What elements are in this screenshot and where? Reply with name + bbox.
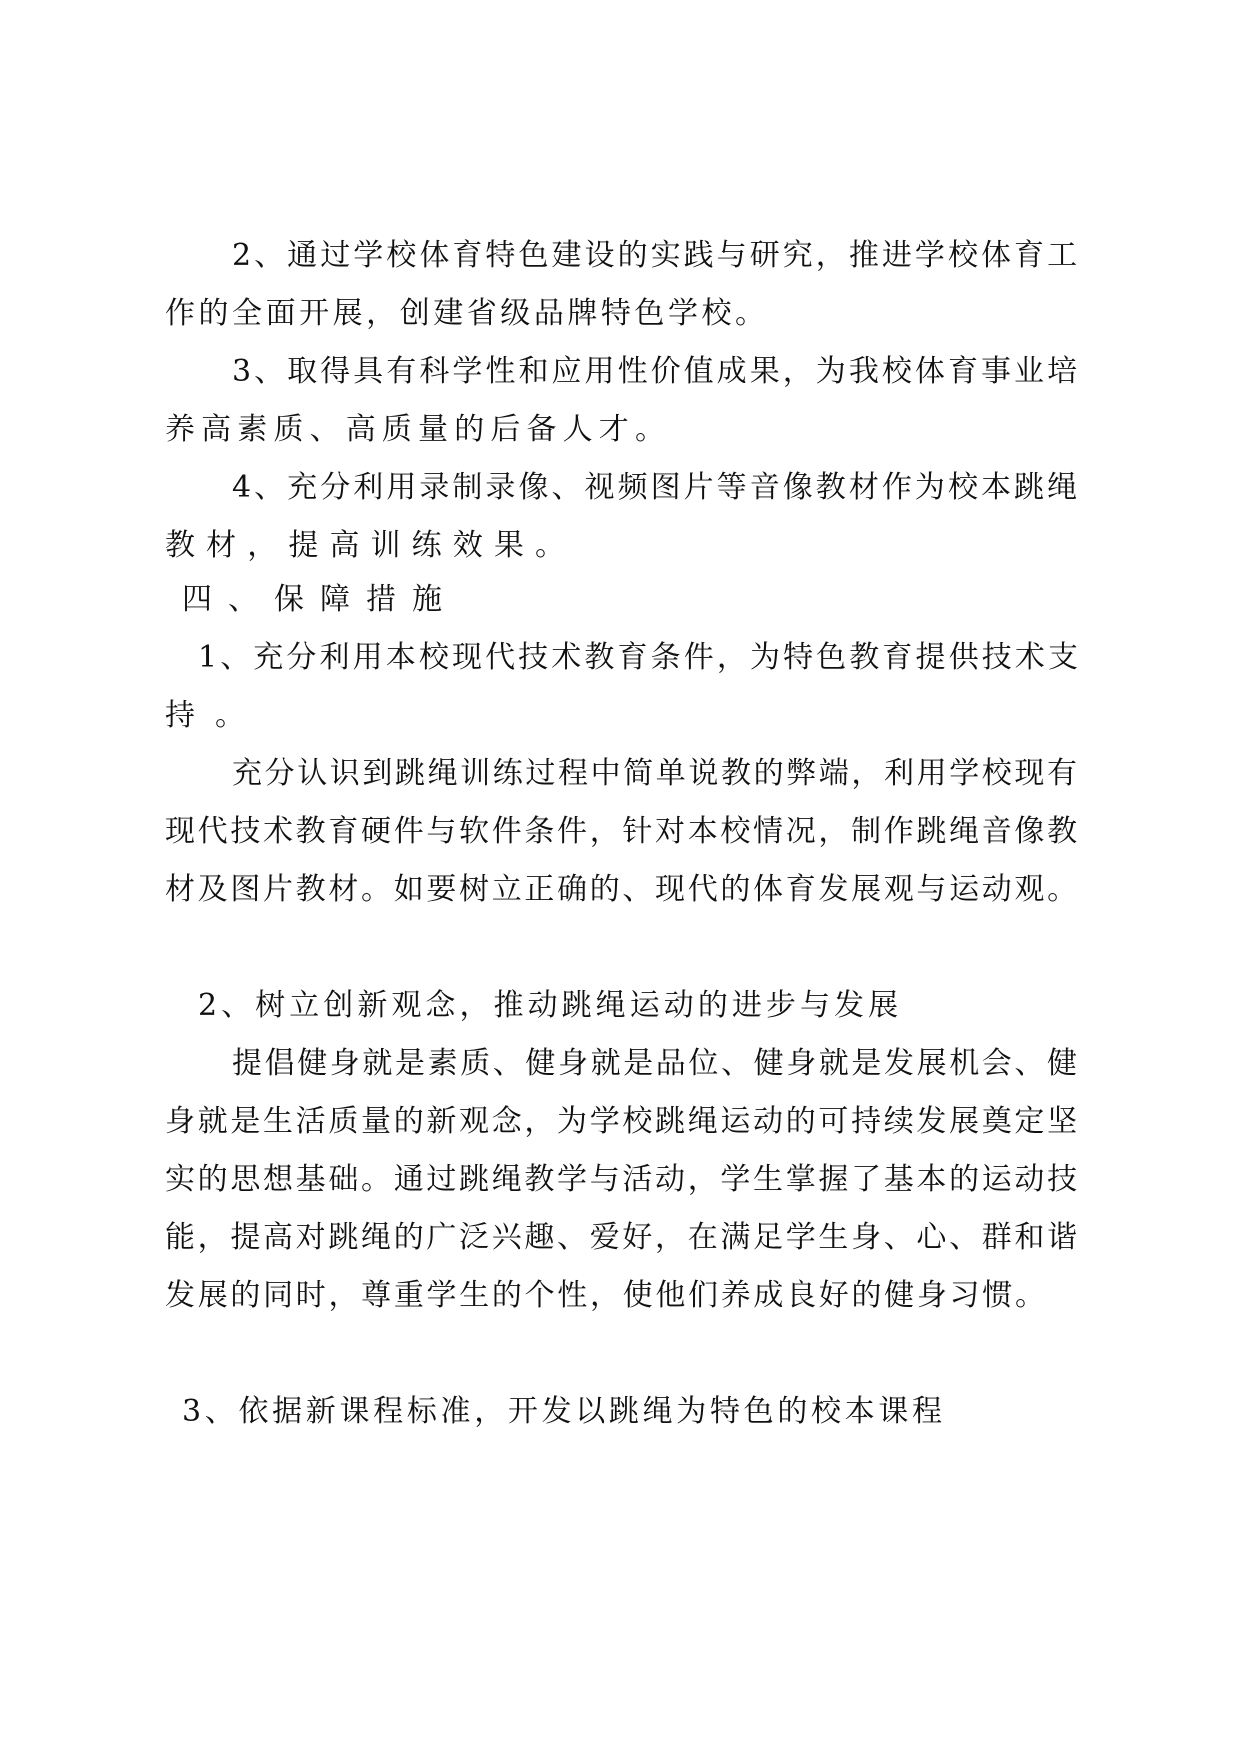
section-heading: 四、保障措施 — [182, 582, 458, 617]
text-line: 现代技术教育硬件与软件条件，针对本校情况，制作跳绳音像教 — [165, 814, 1080, 849]
text-line: 发展的同时，尊重学生的个性，使他们养成良好的健身习惯。 — [165, 1278, 1048, 1313]
text-line: 材及图片教材。如要树立正确的、现代的体育发展观与运动观。 — [165, 872, 1080, 907]
text-line: 实的思想基础。通过跳绳教学与活动，学生掌握了基本的运动技 — [165, 1162, 1080, 1197]
text-line: 教材，提高训练效果。 — [165, 528, 577, 563]
text-line: 作的全面开展，创建省级品牌特色学校。 — [165, 296, 769, 331]
text-line: 2、树立创新观念，推动跳绳运动的进步与发展 — [198, 988, 903, 1023]
text-line: 养高素质、高质量的后备人才。 — [165, 412, 672, 447]
text-line: 身就是生活质量的新观念，为学校跳绳运动的可持续发展奠定坚 — [165, 1104, 1080, 1139]
text-line: 4、充分利用录制录像、视频图片等音像教材作为校本跳绳 — [232, 470, 1081, 505]
text-line: 1、充分利用本校现代技术教育条件，为特色教育提供技术支 — [198, 640, 1082, 675]
text-line: 3、取得具有科学性和应用性价值成果，为我校体育事业培 — [232, 354, 1081, 389]
text-line: 充分认识到跳绳训练过程中简单说教的弊端，利用学校现有 — [232, 756, 1080, 791]
text-line: 能，提高对跳绳的广泛兴趣、爱好，在满足学生身、心、群和谐 — [165, 1220, 1080, 1255]
text-line: 持。 — [165, 698, 265, 733]
text-line: 2、通过学校体育特色建设的实践与研究，推进学校体育工 — [232, 238, 1081, 273]
text-line: 提倡健身就是素质、健身就是品位、健身就是发展机会、健 — [232, 1046, 1080, 1081]
text-line: 3、依据新课程标准，开发以跳绳为特色的校本课程 — [182, 1394, 946, 1429]
